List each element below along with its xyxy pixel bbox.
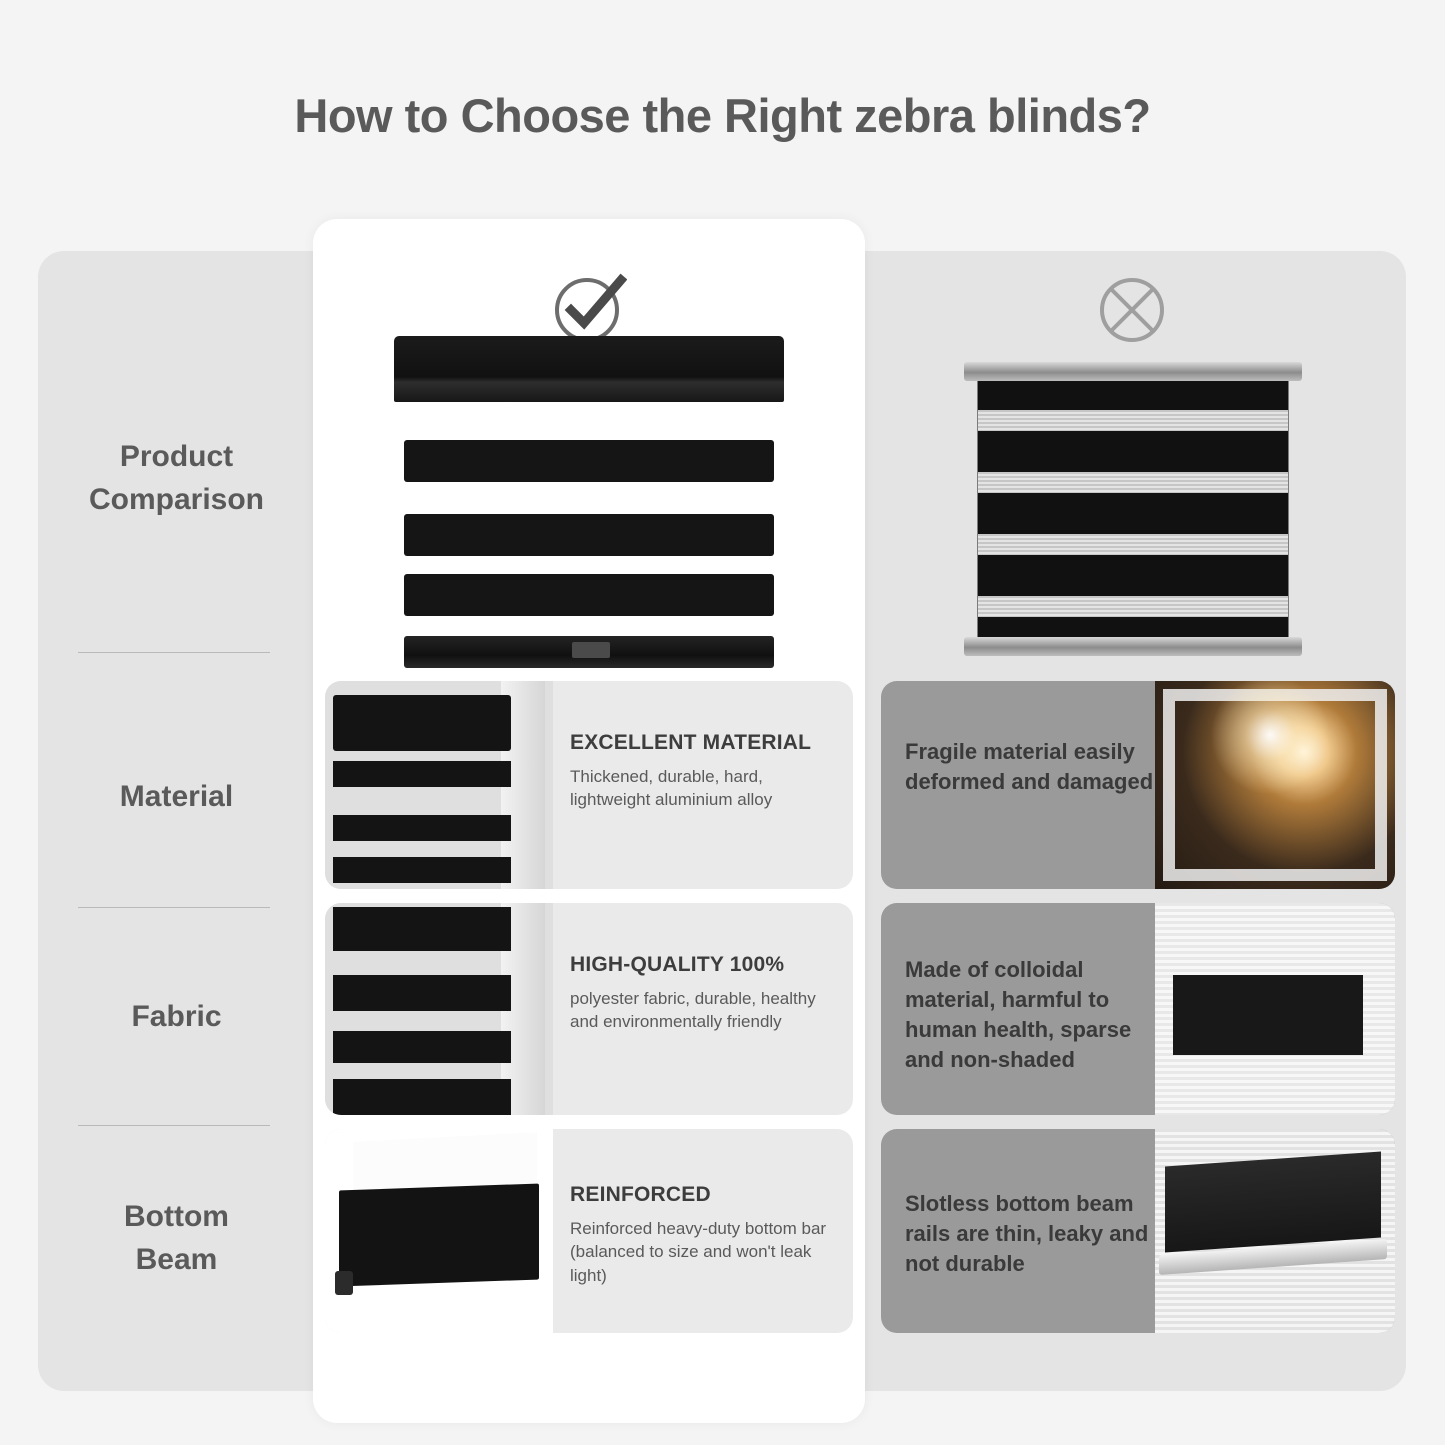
good-fabric-text bbox=[570, 953, 838, 1034]
row-label-material: Material bbox=[119, 780, 234, 813]
blind-slat bbox=[404, 440, 774, 482]
blind-fabric-panel bbox=[1165, 1151, 1381, 1252]
bottom-bar-end-cap bbox=[335, 1271, 353, 1295]
row-label-column bbox=[38, 251, 315, 1391]
sheer-stripe bbox=[978, 596, 1288, 617]
bottom-rail bbox=[964, 637, 1302, 656]
blind-slat bbox=[333, 761, 511, 787]
good-material-image bbox=[325, 681, 553, 889]
bad-card-material bbox=[881, 681, 1395, 889]
bad-bottom-beam-image bbox=[1155, 1129, 1395, 1333]
good-bottom-beam-body: Reinforced heavy-duty bottom bar (balanced to size and won't leak light) bbox=[570, 1219, 827, 1285]
row-label-bottom-beam-line2: Beam bbox=[135, 1242, 218, 1276]
sheer-stripe bbox=[978, 410, 1288, 431]
row-label-product-comparison-line1: Product bbox=[119, 440, 234, 473]
bad-fabric-image bbox=[1155, 903, 1395, 1115]
bad-material-text: Fragile material easily deformed and damaged bbox=[905, 739, 1154, 794]
bad-bottom-beam-text: Slotless bottom beam rails are thin, leaky and not durable bbox=[905, 1191, 1149, 1276]
top-rail bbox=[964, 362, 1302, 381]
headrail bbox=[394, 336, 784, 402]
divider bbox=[78, 907, 270, 908]
good-fabric-image bbox=[325, 903, 553, 1115]
bad-material-image bbox=[1155, 681, 1395, 889]
blind-slat bbox=[404, 574, 774, 616]
sheer-stripe bbox=[978, 472, 1288, 493]
good-hero-image bbox=[394, 336, 784, 668]
good-bottom-beam-text bbox=[570, 1183, 838, 1287]
row-label-bottom-beam bbox=[38, 1196, 315, 1281]
blind-slat bbox=[333, 857, 511, 883]
good-bottom-beam-image bbox=[325, 1129, 553, 1333]
good-material-text bbox=[570, 731, 838, 812]
divider bbox=[78, 1125, 270, 1126]
blind-slat bbox=[333, 1079, 511, 1115]
bad-fabric-text: Made of colloidal material, harmful to human health, sparse and non-shaded bbox=[905, 957, 1132, 1072]
row-label-product-comparison-line2: Comparison bbox=[88, 482, 265, 516]
good-card-bottom-beam bbox=[325, 1129, 853, 1333]
blind-slat bbox=[333, 1031, 511, 1063]
good-material-body: Thickened, durable, hard, lightweight aluminium alloy bbox=[570, 767, 773, 810]
bad-card-fabric bbox=[881, 903, 1395, 1115]
row-label-product-comparison bbox=[38, 436, 315, 521]
good-card-fabric bbox=[325, 903, 853, 1115]
cross-mark-circle-icon bbox=[1094, 272, 1170, 348]
good-material-heading: EXCELLENT MATERIAL bbox=[570, 731, 812, 754]
sparse-fabric-panel bbox=[1173, 975, 1363, 1055]
pull-tab bbox=[572, 642, 610, 658]
sheer-stripe bbox=[978, 534, 1288, 555]
row-label-bottom-beam-line1: Bottom bbox=[124, 1200, 229, 1233]
bad-card-bottom-beam bbox=[881, 1129, 1395, 1333]
headrail bbox=[333, 695, 511, 751]
blind-slat bbox=[333, 815, 511, 841]
blind-slat bbox=[333, 907, 511, 951]
bad-hero-image bbox=[977, 367, 1289, 651]
good-bottom-beam-heading: REINFORCED bbox=[570, 1183, 711, 1206]
good-fabric-body: polyester fabric, durable, healthy and environmentally friendly bbox=[570, 989, 816, 1032]
reinforced-bottom-bar bbox=[339, 1184, 539, 1287]
row-label-fabric: Fabric bbox=[131, 1000, 222, 1033]
good-card-material bbox=[325, 681, 853, 889]
good-fabric-heading: HIGH-QUALITY 100% bbox=[570, 953, 785, 976]
blind-slat bbox=[404, 514, 774, 556]
sun-flare bbox=[1210, 681, 1330, 795]
divider bbox=[78, 652, 270, 653]
blind-slat bbox=[333, 975, 511, 1011]
check-mark-circle-icon bbox=[551, 268, 627, 344]
page-title: How to Choose the Right zebra blinds? bbox=[294, 89, 1151, 142]
